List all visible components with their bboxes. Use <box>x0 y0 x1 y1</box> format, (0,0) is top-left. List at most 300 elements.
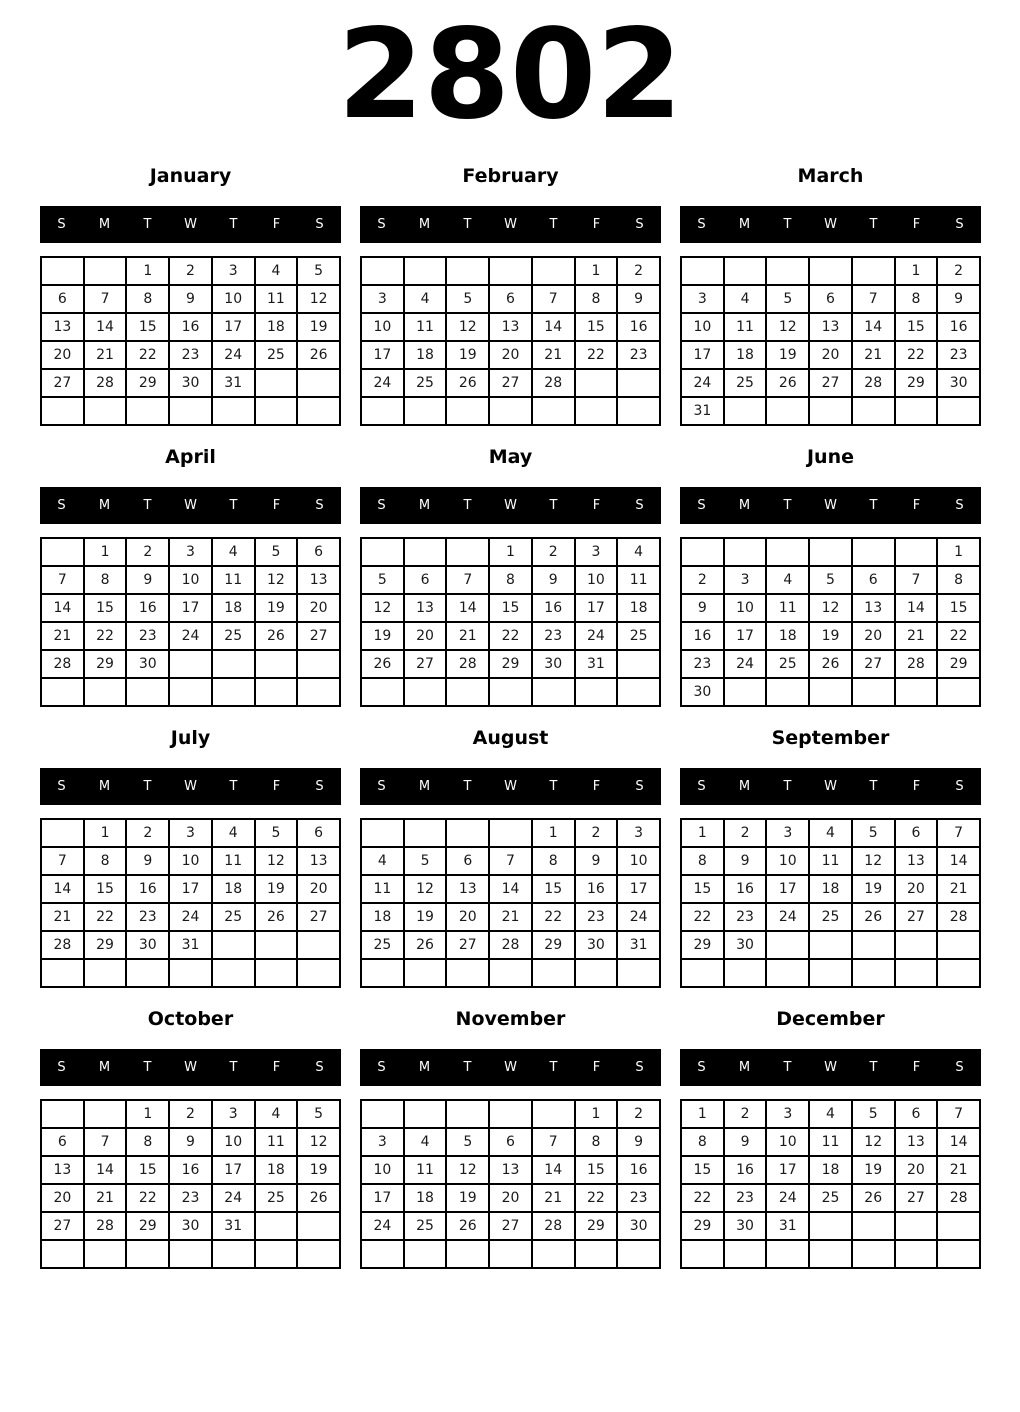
day-cell: 24 <box>169 903 212 931</box>
month-april <box>40 446 341 707</box>
day-cell: 13 <box>895 1128 938 1156</box>
day-cell-empty <box>937 959 980 987</box>
day-cell: 15 <box>681 875 724 903</box>
day-cell-empty <box>126 678 169 706</box>
day-cell-empty <box>766 931 809 959</box>
weekday-label: F <box>592 779 601 794</box>
day-cell: 16 <box>169 313 212 341</box>
day-cell: 15 <box>575 1156 618 1184</box>
day-cell-empty <box>937 1240 980 1268</box>
day-cell: 25 <box>212 622 255 650</box>
day-cell: 19 <box>297 313 340 341</box>
day-cell: 16 <box>681 622 724 650</box>
day-cell: 28 <box>852 369 895 397</box>
weekday-label: F <box>912 779 921 794</box>
day-cell: 14 <box>532 1156 575 1184</box>
weekday-label: T <box>143 1060 152 1075</box>
month-title: May <box>488 446 533 468</box>
day-cell: 6 <box>297 538 340 566</box>
day-cell: 4 <box>255 257 298 285</box>
day-cell: 27 <box>446 931 489 959</box>
day-cell: 16 <box>617 313 660 341</box>
day-cell: 29 <box>681 931 724 959</box>
day-cell: 24 <box>766 903 809 931</box>
day-cell: 28 <box>489 931 532 959</box>
weekday-label: T <box>869 498 878 513</box>
month-november <box>360 1008 661 1269</box>
day-cell-empty <box>297 1212 340 1240</box>
month-title: September <box>771 727 890 749</box>
day-cell: 29 <box>84 650 127 678</box>
day-cell-empty <box>297 931 340 959</box>
day-cell: 25 <box>724 369 767 397</box>
day-cell: 12 <box>446 1156 489 1184</box>
day-cell: 10 <box>212 1128 255 1156</box>
day-cell: 8 <box>126 1128 169 1156</box>
day-cell-empty <box>532 959 575 987</box>
day-cell: 26 <box>255 903 298 931</box>
day-cell-empty <box>255 1240 298 1268</box>
day-cell-empty <box>809 1240 852 1268</box>
day-cell: 6 <box>297 819 340 847</box>
day-cell: 25 <box>617 622 660 650</box>
day-cell: 28 <box>937 903 980 931</box>
month-february <box>360 165 661 426</box>
day-cell-empty <box>532 1240 575 1268</box>
day-cell: 12 <box>809 594 852 622</box>
day-cell: 9 <box>937 285 980 313</box>
weekday-label: S <box>57 1060 66 1075</box>
day-cell: 13 <box>489 313 532 341</box>
weekday-label: T <box>869 217 878 232</box>
day-cell-empty <box>489 1240 532 1268</box>
weekday-header <box>360 1049 661 1086</box>
year-title: 2802 <box>337 3 683 147</box>
day-cell: 15 <box>126 313 169 341</box>
day-cell-empty <box>404 1100 447 1128</box>
day-cell: 28 <box>84 369 127 397</box>
day-cell-empty <box>361 538 404 566</box>
day-cell-empty <box>532 678 575 706</box>
weekday-label: W <box>184 498 197 513</box>
weekday-label: F <box>272 498 281 513</box>
day-cell: 1 <box>489 538 532 566</box>
weekday-label: M <box>98 498 111 513</box>
day-cell: 25 <box>404 1212 447 1240</box>
day-cell-empty <box>852 1240 895 1268</box>
month-december <box>680 1008 981 1269</box>
day-cell-empty <box>297 959 340 987</box>
day-cell-empty <box>937 1212 980 1240</box>
day-cell: 30 <box>532 650 575 678</box>
day-cell: 3 <box>766 1100 809 1128</box>
day-cell: 22 <box>575 1184 618 1212</box>
day-cell: 13 <box>852 594 895 622</box>
day-grid <box>40 818 341 988</box>
day-cell: 22 <box>681 903 724 931</box>
weekday-label: S <box>377 779 386 794</box>
day-cell: 1 <box>126 257 169 285</box>
day-cell: 17 <box>169 594 212 622</box>
day-cell: 9 <box>532 566 575 594</box>
day-cell: 3 <box>724 566 767 594</box>
day-cell-empty <box>84 1240 127 1268</box>
weekday-label: T <box>549 779 558 794</box>
day-cell: 6 <box>446 847 489 875</box>
day-cell: 17 <box>617 875 660 903</box>
weekday-label: M <box>98 779 111 794</box>
weekday-label: T <box>463 217 472 232</box>
weekday-label: T <box>229 1060 238 1075</box>
weekday-label: T <box>229 779 238 794</box>
day-cell: 28 <box>41 931 84 959</box>
day-cell-empty <box>766 257 809 285</box>
day-cell: 10 <box>766 1128 809 1156</box>
day-cell-empty <box>895 931 938 959</box>
day-cell-empty <box>809 678 852 706</box>
day-cell: 1 <box>532 819 575 847</box>
day-cell: 16 <box>169 1156 212 1184</box>
day-cell: 25 <box>361 931 404 959</box>
weekday-label: S <box>635 217 644 232</box>
day-cell: 13 <box>41 1156 84 1184</box>
weekday-label: M <box>418 217 431 232</box>
day-cell: 5 <box>255 819 298 847</box>
day-cell: 17 <box>766 1156 809 1184</box>
weekday-label: T <box>549 217 558 232</box>
day-cell: 7 <box>41 847 84 875</box>
day-cell: 21 <box>532 341 575 369</box>
day-cell: 4 <box>212 819 255 847</box>
day-cell: 5 <box>297 257 340 285</box>
weekday-header <box>680 487 981 524</box>
day-cell: 27 <box>809 369 852 397</box>
day-cell-empty <box>255 1212 298 1240</box>
day-cell: 1 <box>575 1100 618 1128</box>
day-grid <box>40 256 341 426</box>
day-cell-empty <box>617 650 660 678</box>
day-cell: 30 <box>937 369 980 397</box>
day-cell: 7 <box>446 566 489 594</box>
day-cell: 24 <box>681 369 724 397</box>
day-cell: 25 <box>212 903 255 931</box>
day-cell: 24 <box>169 622 212 650</box>
day-cell: 5 <box>766 285 809 313</box>
day-cell: 14 <box>41 594 84 622</box>
day-cell: 17 <box>361 1184 404 1212</box>
weekday-label: S <box>697 498 706 513</box>
day-cell: 14 <box>84 1156 127 1184</box>
month-june <box>680 446 981 707</box>
day-cell-empty <box>361 1100 404 1128</box>
day-cell: 31 <box>681 397 724 425</box>
day-cell: 3 <box>575 538 618 566</box>
day-cell: 30 <box>169 369 212 397</box>
weekday-label: S <box>57 217 66 232</box>
month-september <box>680 727 981 988</box>
day-cell: 15 <box>126 1156 169 1184</box>
weekday-label: T <box>229 498 238 513</box>
weekday-header <box>360 487 661 524</box>
day-cell-empty <box>446 397 489 425</box>
day-cell: 17 <box>361 341 404 369</box>
day-cell-empty <box>41 1240 84 1268</box>
weekday-label: T <box>783 498 792 513</box>
day-cell: 18 <box>809 1156 852 1184</box>
weekday-label: T <box>783 1060 792 1075</box>
day-cell: 12 <box>297 285 340 313</box>
weekday-header <box>40 487 341 524</box>
day-cell: 12 <box>297 1128 340 1156</box>
day-cell: 1 <box>937 538 980 566</box>
weekday-header <box>40 768 341 805</box>
day-cell: 19 <box>255 875 298 903</box>
day-cell: 31 <box>575 650 618 678</box>
day-cell: 15 <box>532 875 575 903</box>
weekday-label: S <box>955 779 964 794</box>
day-cell: 4 <box>809 819 852 847</box>
day-cell: 6 <box>41 285 84 313</box>
day-cell-empty <box>724 959 767 987</box>
day-cell: 2 <box>724 1100 767 1128</box>
day-cell: 24 <box>212 341 255 369</box>
day-cell-empty <box>404 959 447 987</box>
day-cell-empty <box>41 1100 84 1128</box>
day-cell: 12 <box>255 566 298 594</box>
day-cell: 21 <box>489 903 532 931</box>
day-cell-empty <box>84 257 127 285</box>
day-cell-empty <box>937 931 980 959</box>
weekday-label: T <box>549 1060 558 1075</box>
day-cell-empty <box>446 959 489 987</box>
weekday-label: T <box>869 1060 878 1075</box>
day-cell-empty <box>895 1240 938 1268</box>
day-cell: 23 <box>575 903 618 931</box>
day-cell-empty <box>809 397 852 425</box>
day-cell: 26 <box>297 1184 340 1212</box>
day-cell-empty <box>617 369 660 397</box>
day-cell-empty <box>809 959 852 987</box>
month-october <box>40 1008 341 1269</box>
day-cell: 2 <box>126 819 169 847</box>
day-cell: 24 <box>617 903 660 931</box>
day-cell: 22 <box>937 622 980 650</box>
day-cell: 6 <box>895 1100 938 1128</box>
day-cell: 10 <box>724 594 767 622</box>
day-cell: 14 <box>852 313 895 341</box>
month-title: June <box>806 446 854 468</box>
day-cell: 8 <box>489 566 532 594</box>
weekday-label: T <box>463 1060 472 1075</box>
day-cell: 16 <box>126 875 169 903</box>
day-cell: 19 <box>809 622 852 650</box>
day-cell-empty <box>41 959 84 987</box>
day-cell: 17 <box>212 1156 255 1184</box>
day-cell: 30 <box>681 678 724 706</box>
month-july <box>40 727 341 988</box>
day-cell: 3 <box>617 819 660 847</box>
day-grid <box>360 1099 661 1269</box>
day-cell: 29 <box>937 650 980 678</box>
day-cell: 26 <box>766 369 809 397</box>
day-cell: 28 <box>532 369 575 397</box>
day-cell: 14 <box>446 594 489 622</box>
weekday-label: M <box>738 217 751 232</box>
weekday-label: S <box>377 498 386 513</box>
weekday-label: W <box>504 217 517 232</box>
day-cell: 20 <box>446 903 489 931</box>
day-cell: 13 <box>489 1156 532 1184</box>
day-cell: 4 <box>255 1100 298 1128</box>
day-cell: 11 <box>361 875 404 903</box>
day-cell: 10 <box>361 313 404 341</box>
day-cell: 26 <box>446 369 489 397</box>
day-cell: 6 <box>41 1128 84 1156</box>
day-cell: 3 <box>169 819 212 847</box>
day-cell: 5 <box>255 538 298 566</box>
day-cell: 20 <box>404 622 447 650</box>
day-cell-empty <box>852 678 895 706</box>
day-cell: 25 <box>255 1184 298 1212</box>
day-cell: 17 <box>681 341 724 369</box>
day-cell: 5 <box>852 1100 895 1128</box>
day-grid <box>40 537 341 707</box>
day-cell-empty <box>895 538 938 566</box>
day-cell: 2 <box>617 257 660 285</box>
day-cell-empty <box>446 538 489 566</box>
day-cell: 1 <box>575 257 618 285</box>
day-cell: 15 <box>84 875 127 903</box>
day-grid <box>680 1099 981 1269</box>
day-cell: 11 <box>809 1128 852 1156</box>
day-cell: 8 <box>84 847 127 875</box>
day-cell-empty <box>255 650 298 678</box>
day-cell: 26 <box>446 1212 489 1240</box>
day-cell: 4 <box>404 285 447 313</box>
day-cell: 16 <box>724 1156 767 1184</box>
day-cell-empty <box>126 959 169 987</box>
day-cell: 10 <box>575 566 618 594</box>
day-cell: 19 <box>852 875 895 903</box>
month-title: October <box>147 1008 234 1030</box>
day-cell: 19 <box>255 594 298 622</box>
day-cell: 27 <box>489 369 532 397</box>
day-cell: 29 <box>126 1212 169 1240</box>
day-cell-empty <box>212 650 255 678</box>
day-cell: 14 <box>532 313 575 341</box>
day-cell: 17 <box>212 313 255 341</box>
day-cell: 8 <box>895 285 938 313</box>
day-cell: 8 <box>84 566 127 594</box>
day-cell: 2 <box>532 538 575 566</box>
day-cell-empty <box>532 397 575 425</box>
day-cell: 30 <box>169 1212 212 1240</box>
day-cell-empty <box>852 257 895 285</box>
day-cell-empty <box>169 650 212 678</box>
weekday-label: S <box>955 1060 964 1075</box>
day-cell-empty <box>617 678 660 706</box>
day-cell: 7 <box>84 285 127 313</box>
day-cell: 3 <box>212 257 255 285</box>
day-cell: 22 <box>575 341 618 369</box>
day-cell: 10 <box>169 566 212 594</box>
day-cell-empty <box>446 819 489 847</box>
day-cell-empty <box>169 1240 212 1268</box>
day-grid <box>40 1099 341 1269</box>
day-cell: 21 <box>937 1156 980 1184</box>
day-cell: 17 <box>766 875 809 903</box>
day-cell: 21 <box>446 622 489 650</box>
day-cell: 14 <box>937 1128 980 1156</box>
month-august <box>360 727 661 988</box>
weekday-label: T <box>869 779 878 794</box>
day-cell-empty <box>617 397 660 425</box>
weekday-label: W <box>504 498 517 513</box>
day-cell: 19 <box>297 1156 340 1184</box>
day-cell: 16 <box>724 875 767 903</box>
weekday-header <box>40 1049 341 1086</box>
day-cell: 7 <box>937 819 980 847</box>
day-cell: 23 <box>126 622 169 650</box>
day-cell: 20 <box>489 1184 532 1212</box>
day-cell: 11 <box>809 847 852 875</box>
day-cell: 29 <box>895 369 938 397</box>
day-cell-empty <box>404 257 447 285</box>
day-cell: 23 <box>617 1184 660 1212</box>
day-cell-empty <box>681 959 724 987</box>
weekday-label: M <box>738 779 751 794</box>
day-cell: 19 <box>446 341 489 369</box>
day-cell-empty <box>361 397 404 425</box>
day-cell: 16 <box>532 594 575 622</box>
day-cell-empty <box>724 538 767 566</box>
day-cell-empty <box>489 678 532 706</box>
weekday-label: S <box>57 498 66 513</box>
day-cell: 19 <box>446 1184 489 1212</box>
day-cell: 19 <box>404 903 447 931</box>
day-cell-empty <box>361 819 404 847</box>
day-cell: 28 <box>84 1212 127 1240</box>
day-cell: 30 <box>724 1212 767 1240</box>
day-cell: 21 <box>895 622 938 650</box>
weekday-label: T <box>783 779 792 794</box>
day-cell-empty <box>212 678 255 706</box>
day-cell: 4 <box>724 285 767 313</box>
day-cell: 27 <box>297 903 340 931</box>
day-cell: 11 <box>404 1156 447 1184</box>
day-cell-empty <box>809 538 852 566</box>
day-cell-empty <box>212 959 255 987</box>
day-cell: 11 <box>212 847 255 875</box>
day-cell: 21 <box>852 341 895 369</box>
day-cell: 24 <box>724 650 767 678</box>
day-cell: 19 <box>852 1156 895 1184</box>
day-cell-empty <box>766 959 809 987</box>
day-cell: 28 <box>532 1212 575 1240</box>
day-cell-empty <box>895 1212 938 1240</box>
month-title: February <box>462 165 559 187</box>
weekday-label: W <box>504 779 517 794</box>
day-cell: 13 <box>41 313 84 341</box>
weekday-label: F <box>912 498 921 513</box>
day-cell: 6 <box>489 285 532 313</box>
day-cell-empty <box>575 369 618 397</box>
day-cell-empty <box>297 650 340 678</box>
day-cell: 16 <box>126 594 169 622</box>
day-cell: 24 <box>212 1184 255 1212</box>
day-cell: 17 <box>169 875 212 903</box>
day-cell: 27 <box>297 622 340 650</box>
